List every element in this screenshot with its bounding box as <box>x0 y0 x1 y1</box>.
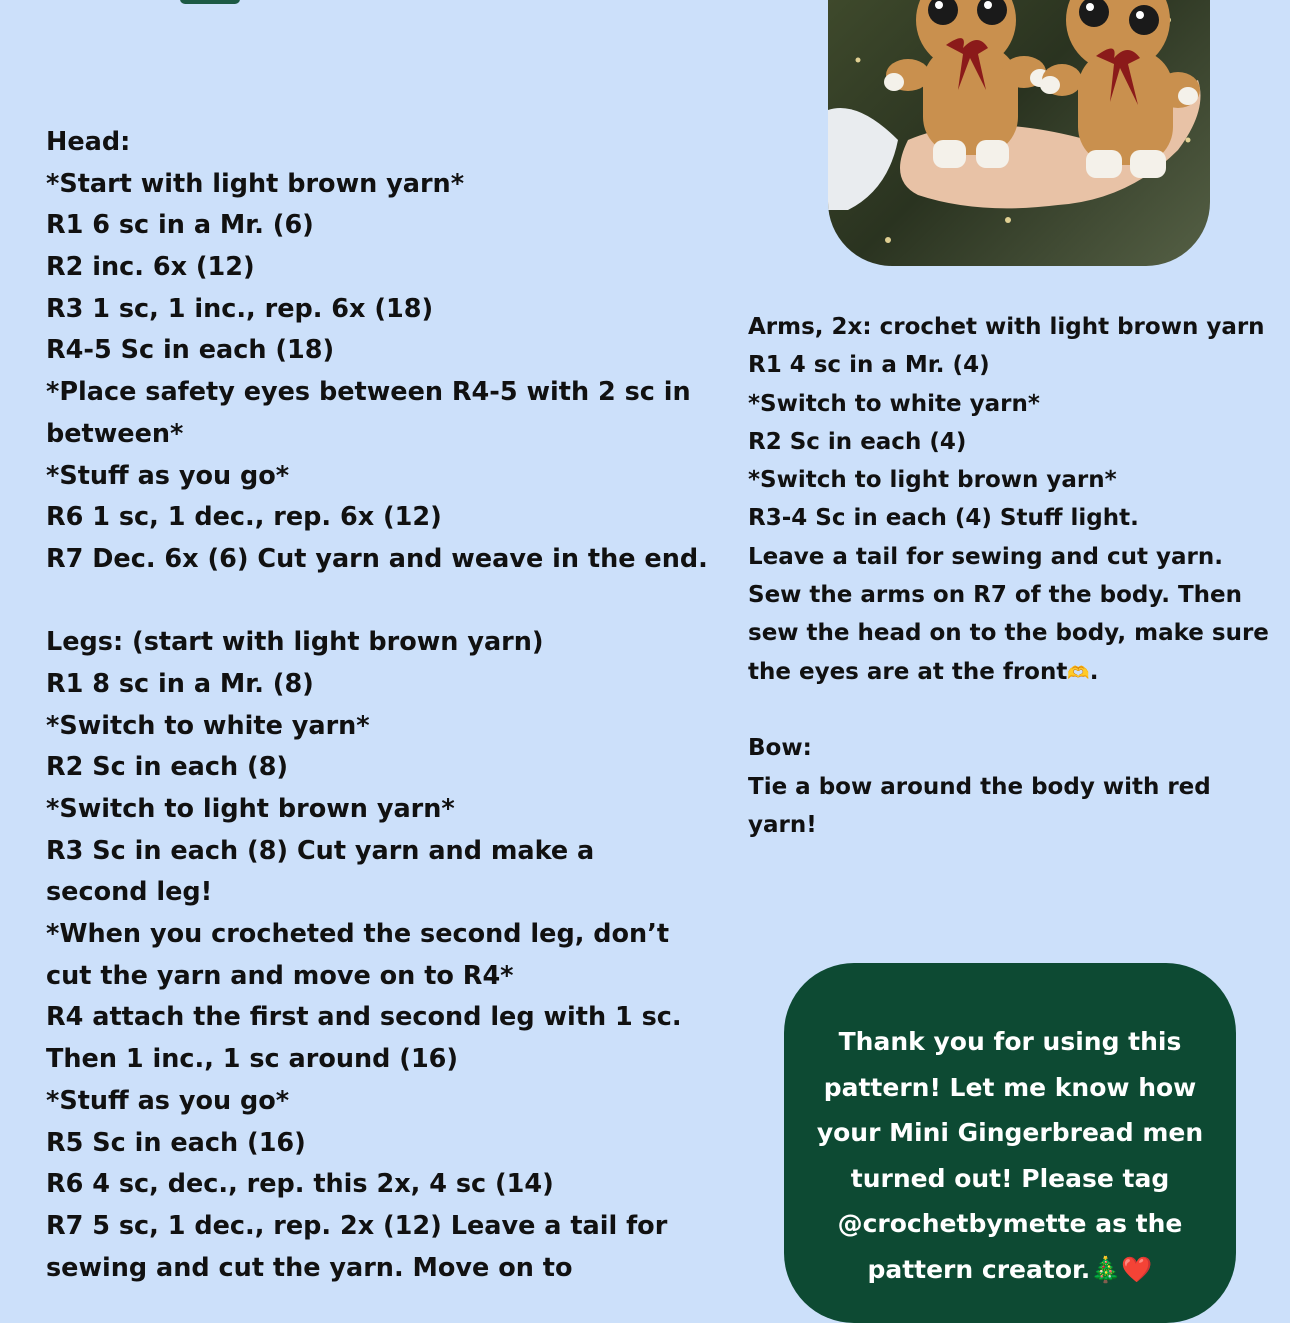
bow-heading: Bow: <box>748 735 812 762</box>
instruction-line: Sew the arms on R7 of the body. Then <box>748 582 1243 609</box>
card-text: pattern creator. <box>867 1254 1091 1284</box>
instruction-line: Tie a bow around the body with red <box>748 773 1211 800</box>
instruction-line: *When you crocheted the second leg, don’t <box>46 919 670 950</box>
instruction-line: R3-4 Sc in each (4) Stuff light. <box>748 505 1139 532</box>
spacer <box>46 581 726 623</box>
instruction-line: cut the yarn and move on to R4* <box>46 960 514 991</box>
instruction-line: *Switch to light brown yarn* <box>748 467 1117 494</box>
instruction-line: R6 1 sc, 1 dec., rep. 6x (12) <box>46 502 442 533</box>
thank-you-card <box>784 963 1236 1323</box>
instruction-line: R4-5 Sc in each (18) <box>46 335 335 366</box>
instruction-line: R1 4 sc in a Mr. (4) <box>748 352 990 379</box>
instruction-line: between* <box>46 418 184 449</box>
instruction-line: R5 Sc in each (16) <box>46 1127 306 1158</box>
christmas-tree-icon: 🎄 <box>1090 1254 1122 1284</box>
instruction-line: sewing and cut the yarn. Move on to <box>46 1252 573 1283</box>
instruction-line: R7 5 sc, 1 dec., rep. 2x (12) Leave a tail for <box>46 1210 668 1241</box>
spacer <box>748 691 1278 729</box>
instruction-line <box>748 653 1278 691</box>
instruction-line: R3 1 sc, 1 inc., rep. 6x (18) <box>46 293 434 324</box>
gingerbread-photo <box>828 0 1210 266</box>
instruction-line: Then 1 inc., 1 sc around (16) <box>46 1044 459 1075</box>
card-line <box>784 1247 1236 1293</box>
instruction-line: R1 6 sc in a Mr. (6) <box>46 210 314 241</box>
instruction-line: second leg! <box>46 877 213 908</box>
instruction-line: *Switch to white yarn* <box>748 390 1040 417</box>
instruction-line: *Stuff as you go* <box>46 460 290 491</box>
legs-heading: Legs: (start with light brown yarn) <box>46 627 544 658</box>
instruction-line: R6 4 sc, dec., rep. this 2x, 4 sc (14) <box>46 1169 554 1200</box>
instruction-line: R3 Sc in each (8) Cut yarn and make a <box>46 835 595 866</box>
instruction-line: Leave a tail for sewing and cut yarn. <box>748 543 1223 570</box>
instruction-line: R2 inc. 6x (12) <box>46 252 255 283</box>
gingerbread-photo-illustration <box>828 0 1210 266</box>
instruction-line: *Stuff as you go* <box>46 1085 290 1116</box>
heart-icon: ❤️ <box>1121 1254 1153 1284</box>
instruction-line: *Switch to light brown yarn* <box>46 794 455 824</box>
head-heading: Head: <box>46 127 131 157</box>
right-instructions <box>748 308 1278 844</box>
instruction-line: R2 Sc in each (8) <box>46 752 289 783</box>
instruction-line: R7 Dec. 6x (6) Cut yarn and weave in the end. <box>46 543 708 574</box>
instruction-line: sew the head on to the body, make sure <box>748 620 1269 647</box>
title-remnant <box>180 0 240 4</box>
card-line: pattern! Let me know how <box>823 1072 1197 1102</box>
period: . <box>1089 658 1099 685</box>
instruction-text: the eyes are at the front <box>748 658 1068 685</box>
heart-hands-icon: 🫶 <box>1067 662 1090 684</box>
arms-heading: Arms, 2x: crochet with light brown yarn <box>748 314 1265 340</box>
instruction-line: *Start with light brown yarn* <box>46 168 465 199</box>
card-line: turned out! Please tag <box>850 1163 1170 1193</box>
instruction-line: R2 Sc in each (4) <box>748 428 967 455</box>
left-instructions <box>46 122 726 1289</box>
instruction-line: R4 attach the first and second leg with 1 sc. <box>46 1002 682 1033</box>
instruction-line: *Switch to white yarn* <box>46 710 370 741</box>
instruction-line: yarn! <box>748 811 817 838</box>
card-line: Thank you for using this <box>838 1027 1182 1056</box>
card-line: @crochetbymette as the <box>837 1209 1183 1239</box>
card-line: your Mini Gingerbread men <box>816 1118 1204 1148</box>
instruction-line: *Place safety eyes between R4-5 with 2 sc in <box>46 377 691 408</box>
instruction-line: R1 8 sc in a Mr. (8) <box>46 668 314 699</box>
